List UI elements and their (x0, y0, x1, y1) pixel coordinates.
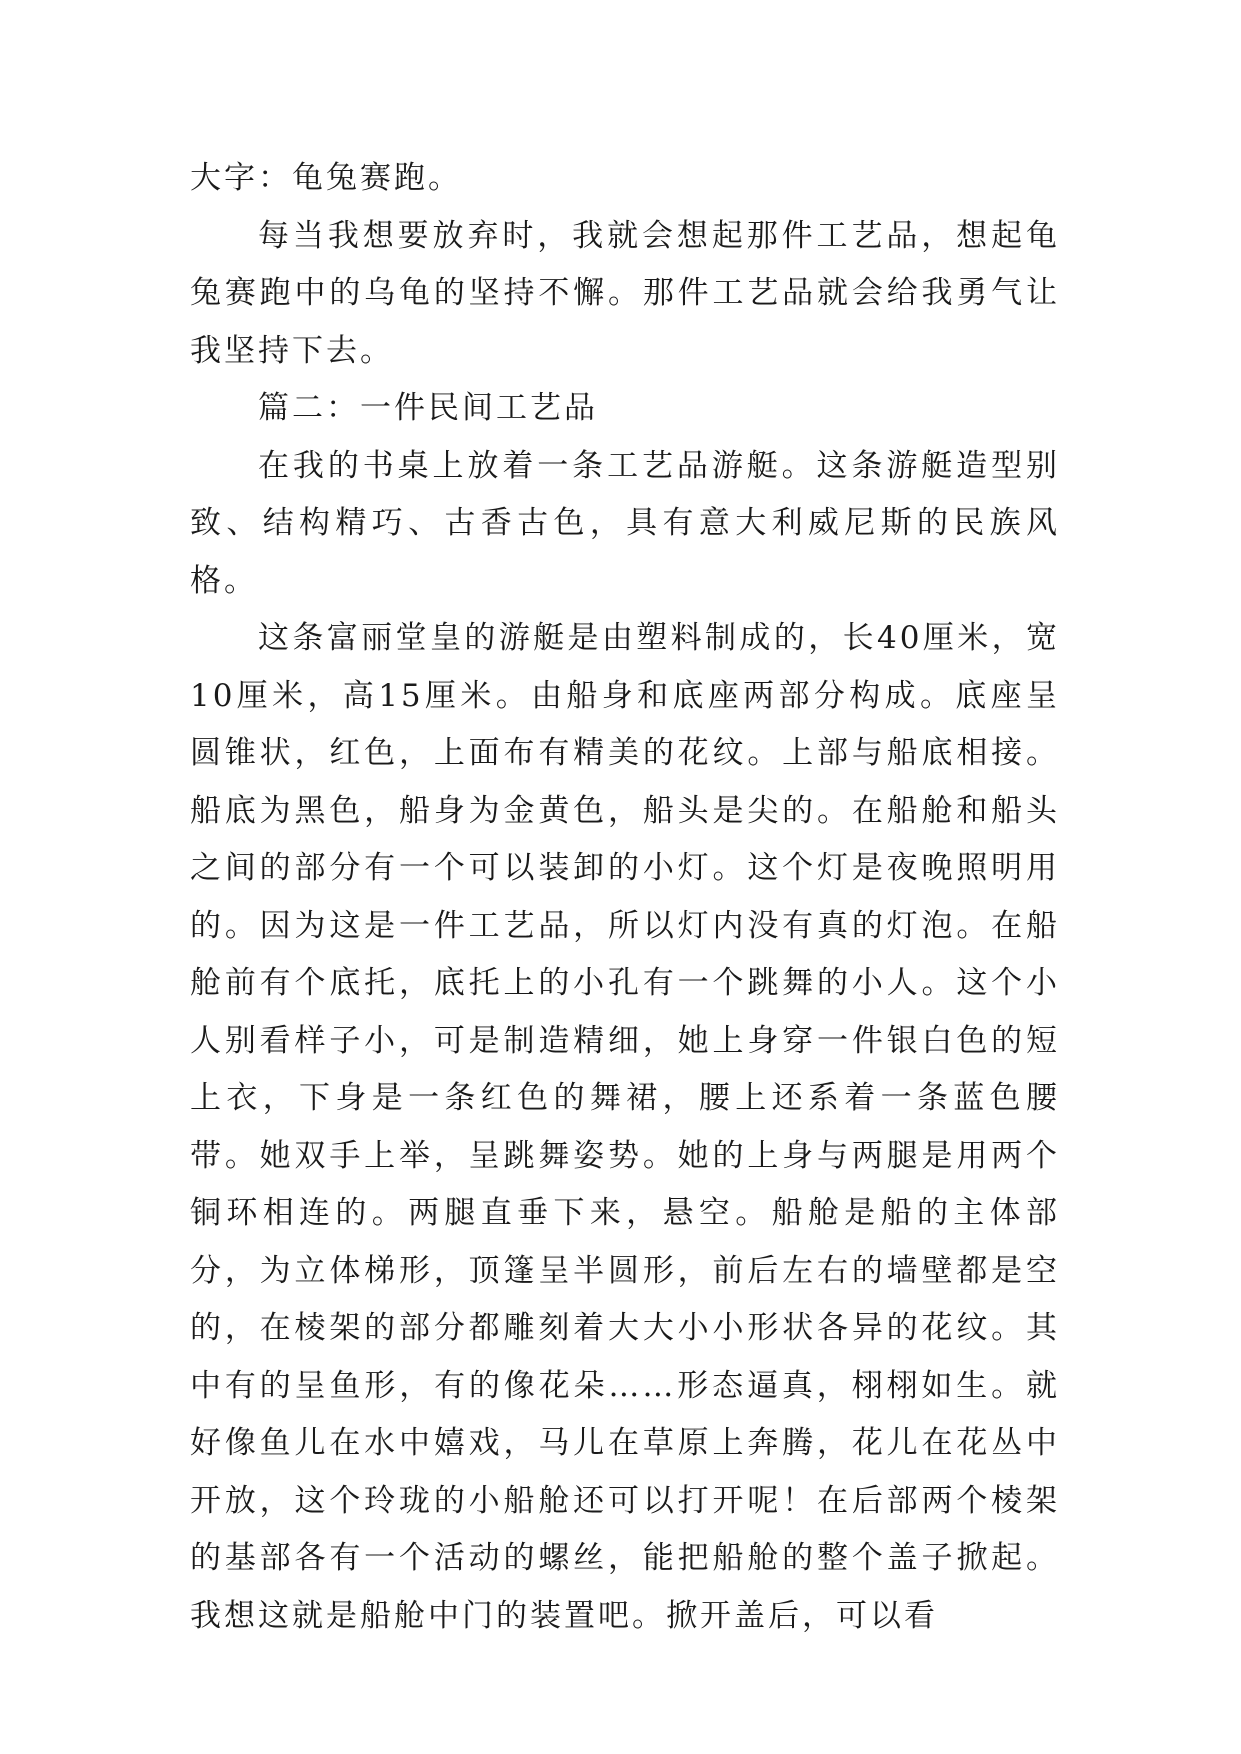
document-body (190, 150, 1060, 1645)
paragraph-continuation: 大字：龟兔赛跑。 (190, 160, 462, 196)
paragraph-description: 这条富丽堂皇的游艇是由塑料制成的，长40厘米，宽10厘米，高15厘米。由船身和底座两部分构成。底座呈圆锥状，红色，上面布有精美的花纹。上部与船底相接。船底为黑色，船身为金黄色，船头是尖的。在船舱和船头之间的部分有一个可以装卸的小灯。这个灯是夜晚照明用的。因为这是一件工艺品，所以灯内没有真的灯泡。在船舱前有个底托，底托上的小孔有一个跳舞的小人。这个小人别看样子小，可是制造精细，她上身穿一件银白色的短上衣，下身是一条红色的舞裙，腰上还系着一条蓝色腰带。她双手上举，呈跳舞姿势。她的上身与两腿是用两个铜环相连的。两腿直垂下来，悬空。船舱是船的主体部分，为立体梯形，顶篷呈半圆形，前后左右的墙壁都是空的，在棱架的部分都雕刻着大大小小形状各异的花纹。其中有的呈鱼形，有的像花朵……形态逼真，栩栩如生。就好像鱼儿在水中嬉戏，马儿在草原上奔腾，花儿在花丛中开放，这个玲珑的小船舱还可以打开呢！在后部两个棱架的基部各有一个活动的螺丝，能把船舱的整个盖子掀起。我想这就是船舱中门的装置吧。掀开盖后，可以看 (190, 620, 1060, 1634)
section-heading: 篇二：一件民间工艺品 (258, 390, 598, 426)
paragraph-intro: 在我的书桌上放着一条工艺品游艇。这条游艇造型别致、结构精巧、古香古色，具有意大利威尼斯的民族风格。 (190, 447, 1060, 599)
paragraph-persistence: 每当我想要放弃时，我就会想起那件工艺品，想起龟兔赛跑中的乌龟的坚持不懈。那件工艺品就会给我勇气让我坚持下去。 (190, 217, 1060, 369)
